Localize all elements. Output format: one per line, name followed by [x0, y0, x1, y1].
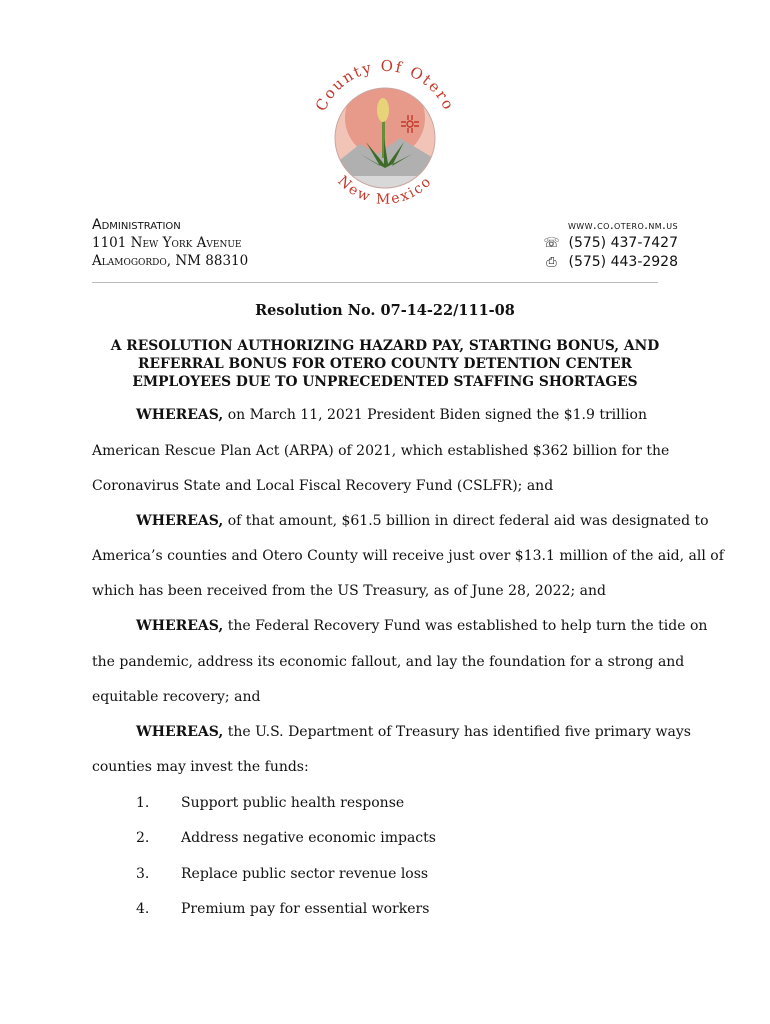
list-number: 4. — [136, 901, 150, 917]
whereas-keyword: WHEREAS, — [136, 407, 224, 423]
list-item: Address negative economic impacts — [181, 830, 436, 846]
seal-bottom-text: New Mexico — [334, 172, 436, 208]
whereas-1-line-3: Coronavirus State and Local Fiscal Recovery Fund (CSLFR); and — [92, 478, 554, 494]
title-line: REFERRAL BONUS FOR OTERO COUNTY DETENTION CENTER — [138, 356, 632, 372]
fax-icon: ⎙ — [546, 255, 557, 270]
whereas-1-line-1: WHEREAS, on March 11, 2021 President Biden signed the $1.9 trillion — [136, 407, 647, 423]
address-block — [92, 216, 248, 270]
contact-block — [541, 216, 679, 272]
whereas-2-line-1: WHEREAS, of that amount, $61.5 billion in direct federal aid was designated to — [136, 513, 709, 529]
list-item: Premium pay for essential workers — [181, 901, 430, 917]
address-line-1: 1101 New York Avenue — [92, 235, 242, 251]
department-name: Administration — [92, 217, 181, 233]
seal-top-text: County Of Otero — [311, 58, 459, 114]
title-line: EMPLOYEES DUE TO UNPRECEDENTED STAFFING SHORTAGES — [132, 374, 638, 390]
list-number: 3. — [136, 866, 150, 882]
whereas-3-line-1: WHEREAS, the Federal Recovery Fund was established to help turn the tide on — [136, 618, 708, 634]
phone-icon: ☏ — [543, 236, 560, 251]
list-item: Support public health response — [181, 795, 405, 811]
phone-number: (575) 437-7427 — [568, 235, 678, 251]
list-number: 1. — [136, 795, 150, 811]
list-number: 2. — [136, 830, 150, 846]
address-line-2: Alamogordo, NM 88310 — [92, 253, 249, 269]
phone-line — [541, 234, 679, 253]
resolution-title — [92, 337, 678, 391]
county-seal — [300, 58, 470, 208]
whereas-3-line-2: the pandemic, address its economic fallout, and lay the foundation for a strong and — [92, 654, 685, 670]
fax-line — [541, 253, 679, 272]
whereas-3-line-3: equitable recovery; and — [92, 689, 261, 705]
title-line: A RESOLUTION AUTHORIZING HAZARD PAY, STARTING BONUS, AND — [110, 338, 660, 354]
list-item: Replace public sector revenue loss — [181, 866, 429, 882]
whereas-keyword: WHEREAS, — [136, 618, 224, 634]
resolution-number: Resolution No. 07-14-22/111-08 — [255, 302, 515, 319]
whereas-2-line-2: America’s counties and Otero County will receive just over $13.1 million of the aid, all of — [92, 548, 724, 564]
whereas-keyword: WHEREAS, — [136, 513, 224, 529]
whereas-4-line-2: counties may invest the funds: — [92, 759, 309, 775]
whereas-keyword: WHEREAS, — [136, 724, 224, 740]
whereas-2-line-3: which has been received from the US Treasury, as of June 28, 2022; and — [92, 583, 606, 599]
fax-number: (575) 443-2928 — [568, 254, 678, 270]
website-link[interactable]: www.co.otero.nm.us — [568, 218, 678, 232]
header-divider — [92, 282, 658, 283]
whereas-1-line-2: American Rescue Plan Act (ARPA) of 2021, which established $362 billion for the — [92, 443, 670, 459]
whereas-4-line-1: WHEREAS, the U.S. Department of Treasury has identified five primary ways — [136, 724, 691, 740]
